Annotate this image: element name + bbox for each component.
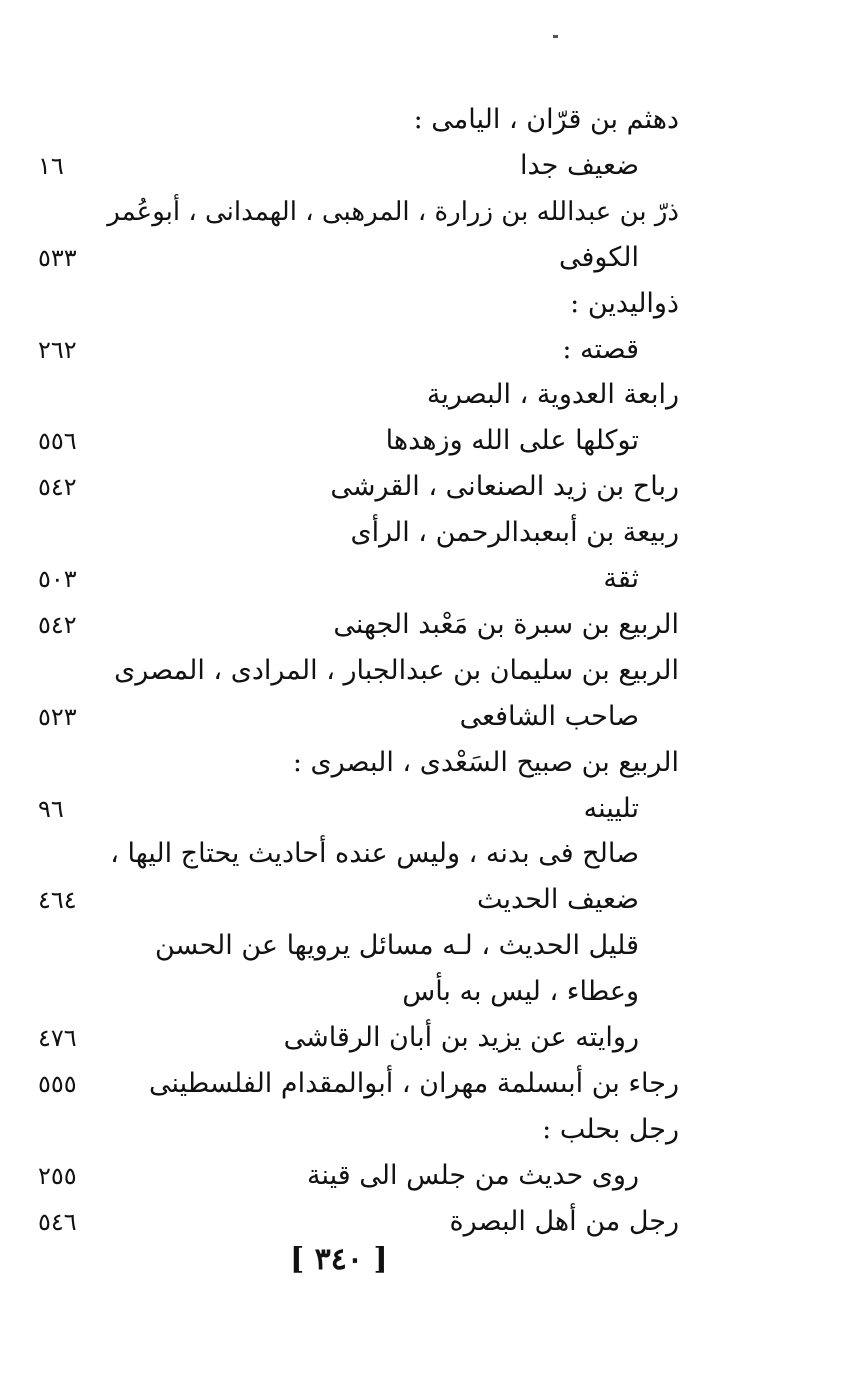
footer-page-number: ٣٤٠ bbox=[314, 1242, 363, 1277]
index-subentry: قليل الحديث ، لـه مسائل يرويها عن الحسن bbox=[154, 930, 639, 961]
page-reference: ٤٧٦ bbox=[38, 1024, 77, 1052]
footer-bracket-left: [ bbox=[290, 1242, 305, 1277]
index-entry: ربيعة بن أبىعبدالرحمن ، الرأى bbox=[350, 517, 679, 548]
footer-bracket-right: ] bbox=[373, 1242, 388, 1277]
index-subentry: توكلها على الله وزهدها bbox=[385, 425, 639, 456]
page-reference: ٥٢٣ bbox=[38, 703, 77, 731]
index-subentry: ضعيف الحديث bbox=[477, 884, 639, 915]
index-entry: رجل من أهل البصرة bbox=[449, 1206, 679, 1237]
index-subentry: صاحب الشافعى bbox=[459, 701, 639, 732]
page-reference: ٥٠٣ bbox=[38, 565, 77, 593]
index-subentry: وعطاء ، ليس به بأس bbox=[402, 976, 639, 1007]
index-entry: رباح بن زيد الصنعانى ، القرشى bbox=[330, 471, 679, 502]
index-entry: الربيع بن سبرة بن مَعْبد الجهنى bbox=[333, 609, 679, 640]
index-subentry: صالح فى بدنه ، وليس عنده أحاديث يحتاج اليها ، bbox=[110, 838, 639, 869]
index-subentry: ثقة bbox=[603, 563, 639, 594]
index-subentry: الكوفى bbox=[559, 242, 639, 273]
index-entry: رابعة العدوية ، البصرية bbox=[426, 379, 679, 410]
index-subentry: روى حديث من جلس الى قينة bbox=[307, 1160, 639, 1191]
index-subentry: روايته عن يزيد بن أبان الرقاشى bbox=[283, 1022, 639, 1053]
page-footer bbox=[290, 1238, 388, 1282]
index-subentry: قصته : bbox=[562, 334, 639, 365]
page-reference: ٩٦ bbox=[38, 795, 64, 823]
page-reference: ٥٤٢ bbox=[38, 611, 77, 639]
page-reference: ٤٦٤ bbox=[38, 886, 77, 914]
page-reference: ٥٥٦ bbox=[38, 427, 77, 455]
page-reference: ٢٦٢ bbox=[38, 336, 77, 364]
page-reference: ١٦ bbox=[38, 152, 64, 180]
top-mark bbox=[553, 35, 558, 38]
index-entry: دهثم بن قرّان ، اليامى : bbox=[413, 104, 679, 135]
page-reference: ٥٤٢ bbox=[38, 473, 77, 501]
index-entry: ذواليدين : bbox=[570, 288, 679, 319]
index-subentry: تليينه bbox=[583, 793, 639, 824]
page-reference: ٥٥٥ bbox=[38, 1070, 77, 1098]
index-subentry: ضعيف جدا bbox=[520, 150, 639, 181]
index-entry: الربيع بن سليمان بن عبدالجبار ، المرادى ، المصرى bbox=[114, 655, 679, 686]
index-entry: رجاء بن أبىسلمة مهران ، أبوالمقدام الفلسطينى bbox=[148, 1068, 679, 1099]
page-reference: ٢٥٥ bbox=[38, 1162, 77, 1190]
index-entry: الربيع بن صبيح السَعْدى ، البصرى : bbox=[292, 747, 679, 778]
page-reference: ٥٣٣ bbox=[38, 244, 77, 272]
index-entry: ذرّ بن عبدالله بن زرارة ، المرهبى ، الهمدانى ، أبوعُمر bbox=[107, 197, 679, 227]
page-reference: ٥٤٦ bbox=[38, 1208, 77, 1236]
index-entry: رجل بحلب : bbox=[542, 1114, 679, 1145]
